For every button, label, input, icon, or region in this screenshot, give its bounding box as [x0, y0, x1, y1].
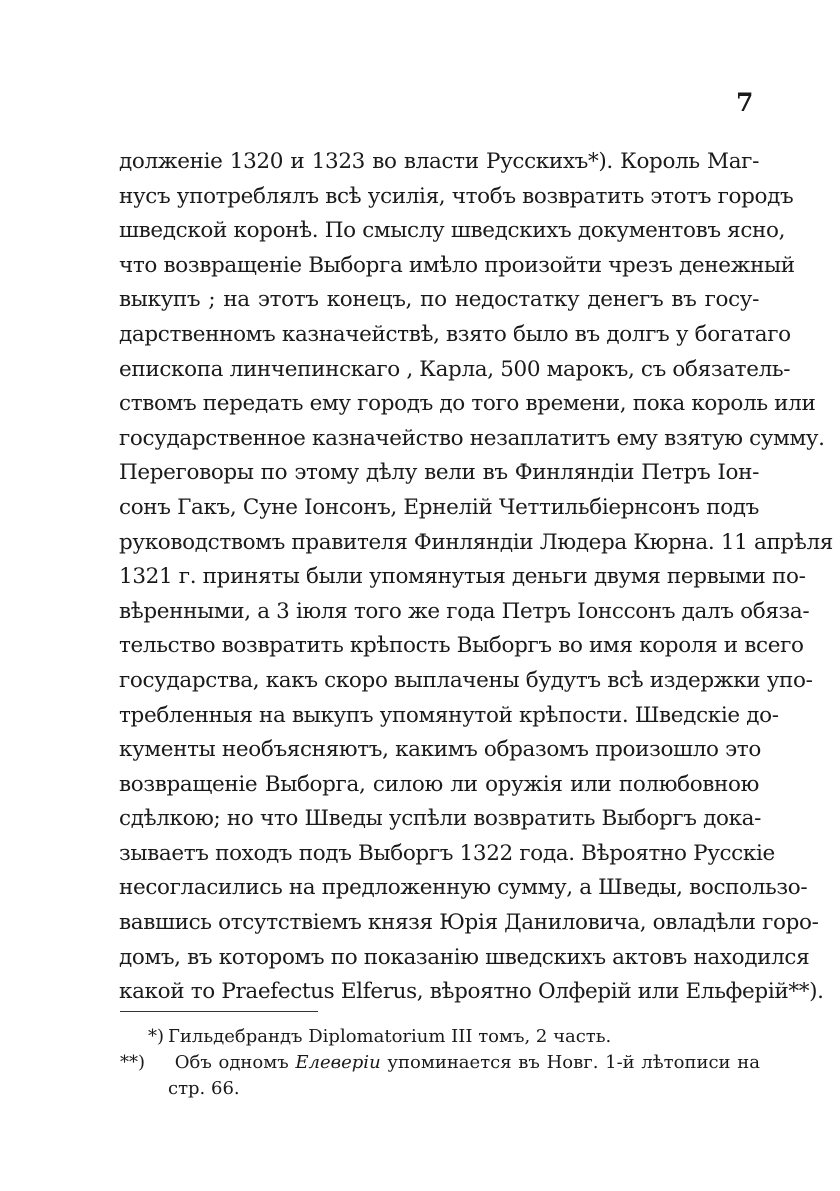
footnote-divider: [120, 1011, 318, 1012]
text-line: нусъ употреблялъ всѣ усилія, чтобъ возвратить этотъ городъ: [119, 183, 794, 209]
main-text: [119, 145, 833, 1010]
text-line: 1321 г. приняты были упомянутыя деньги двумя первыми по-: [119, 564, 806, 590]
footnote-2: [120, 1050, 760, 1076]
text-line: какой то Praefectus Elferus, вѣроятно Олферій или Ельферій**).: [119, 979, 824, 1005]
text-line: долженіе 1320 и 1323 во власти Русскихъ*). Король Маг-: [119, 149, 759, 174]
page-number: 7: [736, 88, 754, 117]
footnote-2-continuation: [120, 1076, 760, 1102]
text-line: государства, какъ скоро выплачены будутъ всѣ издержки упо-: [119, 667, 813, 693]
text-line: государственное казначейство незаплатитъ ему взятую сумму.: [119, 425, 825, 451]
text-line: шведской коронѣ. По смыслу шведскихъ документовъ ясно,: [119, 218, 786, 244]
text-line: сонъ Гакъ, Суне Іонсонъ, Ернелій Четтильбіернсонъ подъ: [119, 494, 759, 520]
text-line: вавшись отсутствіемъ князя Юрія Даниловича, овладѣли горо-: [119, 910, 819, 936]
text-line: выкупъ ; на этотъ конецъ, по недостатку денегъ въ госу-: [119, 287, 759, 313]
text-line: вѣренными, а 3 іюля того же года Петръ Іонссонъ далъ обяза-: [119, 598, 810, 624]
footnote-text: Гильдебрандъ Diplomatorium III томъ, 2 часть.: [168, 1026, 612, 1047]
text-line: дарственномъ казначействѣ, взято было въ долгъ у богатаго: [119, 321, 791, 347]
text-line: тельство возвратить крѣпость Выборгъ во имя короля и всего: [119, 633, 804, 659]
text-line: домъ, въ которомъ по показанію шведскихъ актовъ находился: [119, 944, 810, 970]
text-line: несогласились на предложенную сумму, а Шведы, воспользо-: [119, 875, 808, 901]
footnote-text: упоминается въ Новг. 1-й лѣтописи на: [387, 1052, 760, 1073]
footnotes: [120, 1024, 760, 1102]
text-line: возвращеніе Выборга, силою ли оружія или полюбовною: [119, 771, 759, 797]
text-line: епископа линчепинскаго , Карла, 500 марокъ, съ обязатель-: [119, 356, 791, 382]
text-line: требленныя на выкупъ упомянутой крѣпости. Шведскіе до-: [119, 702, 779, 728]
text-line: сдѣлкою; но что Шведы успѣли возвратить Выборгъ дока-: [119, 806, 762, 832]
text-line: ствомъ передать ему городъ до того времени, пока король или: [119, 391, 816, 417]
text-line: кументы необъясняютъ, какимъ образомъ произошло это: [119, 737, 761, 763]
text-line: Переговоры по этому дѣлу вели въ Финляндіи Петръ Іон-: [119, 460, 759, 486]
footnote-text: Объ одномъ: [174, 1052, 289, 1073]
text-line: зываетъ походъ подъ Выборгъ 1322 года. Вѣроятно Русскіе: [119, 840, 775, 866]
footnote-text: стр. 66.: [168, 1078, 240, 1099]
text-line: что возвращеніе Выборга имѣло произойти чрезъ денежный: [119, 252, 795, 278]
footnote-mark: *): [147, 1026, 164, 1047]
footnote-mark: **): [120, 1052, 146, 1073]
footnote-italic-word: Елеверіи: [295, 1052, 381, 1073]
text-line: руководствомъ правителя Финляндіи Людера Кюрна. 11 апрѣля: [119, 529, 833, 555]
footnote-1: [120, 1024, 760, 1050]
